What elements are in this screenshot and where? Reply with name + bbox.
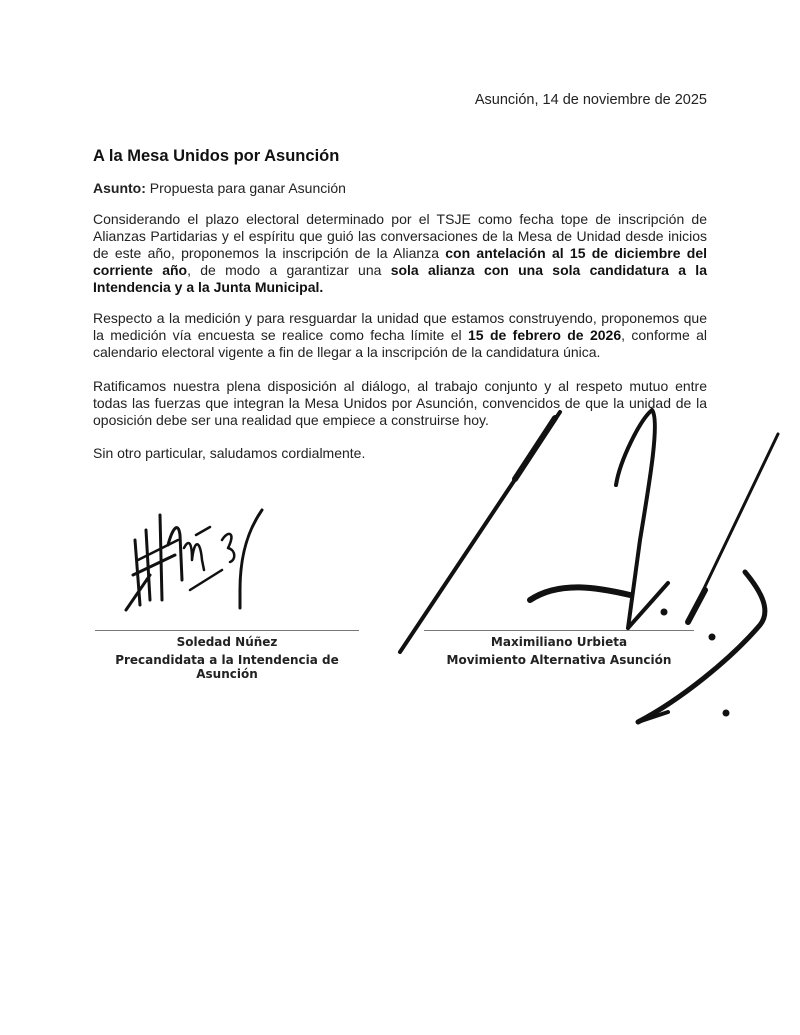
paragraph-2-text-b: , conforme al calendario electoral vigente a fin de llegar a la inscripción de la candidatura única.: [93, 327, 708, 360]
paragraph-1-bold-a: con antelación al 15 de diciembre del corriente año: [93, 245, 708, 278]
signatory-role-right: Movimiento Alternativa Asunción: [446, 653, 672, 667]
paragraph-1-text-b: , de modo a garantizar una: [187, 262, 391, 278]
paragraph-1-text-a: Considerando el plazo electoral determinado por el TSJE como fecha tope de inscripción de Alianzas Partidarias y el espíritu que guió las conversaciones de la Mesa de Unidad desde inicios de este año, proponemos la inscripción de la Alianza: [93, 211, 707, 261]
signatory-role-left: Precandidata a la Intendencia de Asunción: [115, 653, 339, 681]
subject-label: Asunto:: [93, 180, 146, 196]
paragraph-3: Ratificamos nuestra plena disposición al diálogo, al trabajo conjunto y al respeto mutuo entre todas las fuerzas que integran la Mesa Unidos por Asunción, convencidos de que la unidad de la oposición debe ser una realidad que empiece a construirse hoy.: [93, 378, 707, 428]
subject-text: Propuesta para ganar Asunción: [145, 180, 346, 196]
signatory-name-right: Maximiliano Urbieta: [490, 635, 628, 649]
signatory-name-left: Soledad Núñez: [176, 635, 278, 649]
letter-recipient: A la Mesa Unidos por Asunción: [93, 147, 340, 165]
closing-line: Sin otro particular, saludamos cordialmente.: [93, 445, 366, 461]
paragraph-2-bold: 15 de febrero de 2026: [468, 327, 622, 343]
paragraph-2-text-a: Respecto a la medición y para resguardar la unidad que estamos construyendo, proponemos que la medición vía encuesta se realice como fecha límite el: [93, 310, 707, 343]
paragraph-1-bold-b: sola alianza con una sola candidatura a la Intendencia y a la Junta Municipal.: [93, 262, 707, 295]
letter-date: Asunción, 14 de noviembre de 2025: [474, 92, 707, 108]
